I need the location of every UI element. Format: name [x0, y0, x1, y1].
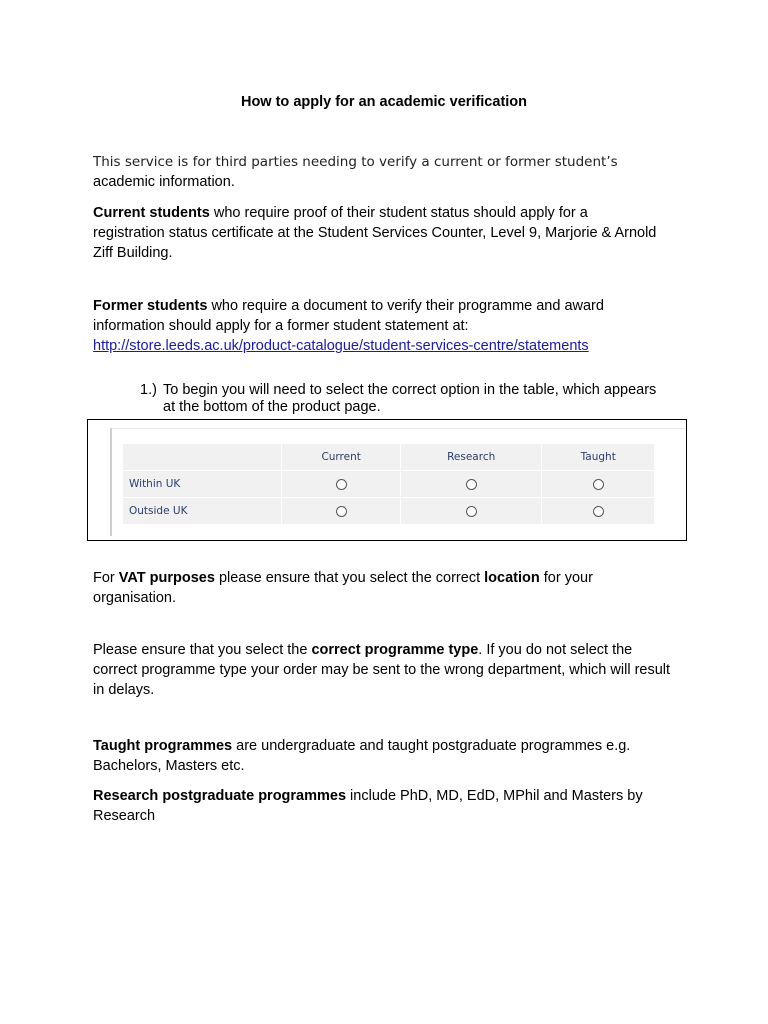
option-table-corner	[123, 444, 282, 471]
radio-cell[interactable]	[282, 471, 401, 498]
screenshot-top-edge	[110, 428, 685, 429]
taught-programmes-paragraph	[93, 736, 683, 776]
programme-type-bold: correct programme type	[311, 642, 479, 658]
radio-outside-uk-current[interactable]	[336, 506, 347, 517]
table-row-within-uk	[123, 471, 654, 498]
radio-outside-uk-research[interactable]	[466, 506, 477, 517]
vat-mid: please ensure that you select the correct	[214, 570, 485, 586]
radio-within-uk-current[interactable]	[336, 479, 347, 490]
former-students-heading: Former students	[93, 298, 208, 314]
radio-within-uk-taught[interactable]	[593, 479, 604, 490]
vat-location: location	[484, 570, 540, 586]
screenshot-left-edge	[110, 428, 112, 536]
intro-line-1: This service is for third parties needing to verify a current or former student’s	[93, 154, 618, 170]
research-programmes-text: include PhD, MD, EdD, MPhil and Masters by Research	[93, 788, 643, 824]
vat-paragraph	[93, 568, 653, 608]
former-students-text: who require a document to verify their programme and award information should apply for a former student statement at:	[93, 298, 604, 334]
research-programmes-heading: Research postgraduate programmes	[93, 788, 347, 804]
current-students-paragraph	[93, 203, 658, 263]
radio-cell[interactable]	[542, 498, 654, 525]
step-1-number: 1.)	[140, 382, 157, 398]
former-students-paragraph	[93, 296, 673, 356]
radio-within-uk-research[interactable]	[466, 479, 477, 490]
vat-post: for your organisation.	[93, 570, 593, 606]
current-students-text: who require proof of their student status should apply for a registration status certificate at the Student Services Counter, Level 9, Marjorie & Arnold Ziff Building.	[93, 205, 657, 261]
programme-type-post: . If you do not select the correct programme type your order may be sent to the wrong department, which will result in delays.	[93, 642, 671, 698]
research-programmes-paragraph	[93, 786, 673, 826]
taught-programmes-text: are undergraduate and taught postgraduate programmes e.g. Bachelors, Masters etc.	[93, 738, 631, 774]
statements-link[interactable]: http://store.leeds.ac.uk/product-catalogue/student-services-centre/statements	[93, 338, 589, 354]
current-students-heading: Current students	[93, 205, 210, 221]
product-options-screenshot	[87, 419, 687, 541]
radio-cell[interactable]	[542, 471, 654, 498]
step-1-text: To begin you will need to select the correct option in the table, which appears at the bottom of the product page.	[163, 382, 657, 415]
radio-cell[interactable]	[400, 498, 541, 525]
radio-outside-uk-taught[interactable]	[593, 506, 604, 517]
row-label-within-uk: Within UK	[123, 471, 282, 498]
programme-type-pre: Please ensure that you select the	[93, 642, 312, 658]
column-header-taught: Taught	[542, 444, 654, 471]
radio-cell[interactable]	[282, 498, 401, 525]
column-header-current: Current	[282, 444, 401, 471]
column-header-research: Research	[400, 444, 541, 471]
taught-programmes-heading: Taught programmes	[93, 738, 233, 754]
option-table	[123, 444, 654, 524]
vat-pre: For	[93, 570, 119, 586]
vat-purposes: VAT purposes	[118, 570, 215, 586]
page-title: How to apply for an academic verification	[240, 94, 528, 110]
intro-paragraph	[93, 152, 693, 192]
programme-type-paragraph	[93, 640, 678, 700]
table-row-outside-uk	[123, 498, 654, 525]
row-label-outside-uk: Outside UK	[129, 505, 188, 517]
intro-line-2: academic information.	[93, 174, 235, 190]
radio-cell[interactable]	[400, 471, 541, 498]
